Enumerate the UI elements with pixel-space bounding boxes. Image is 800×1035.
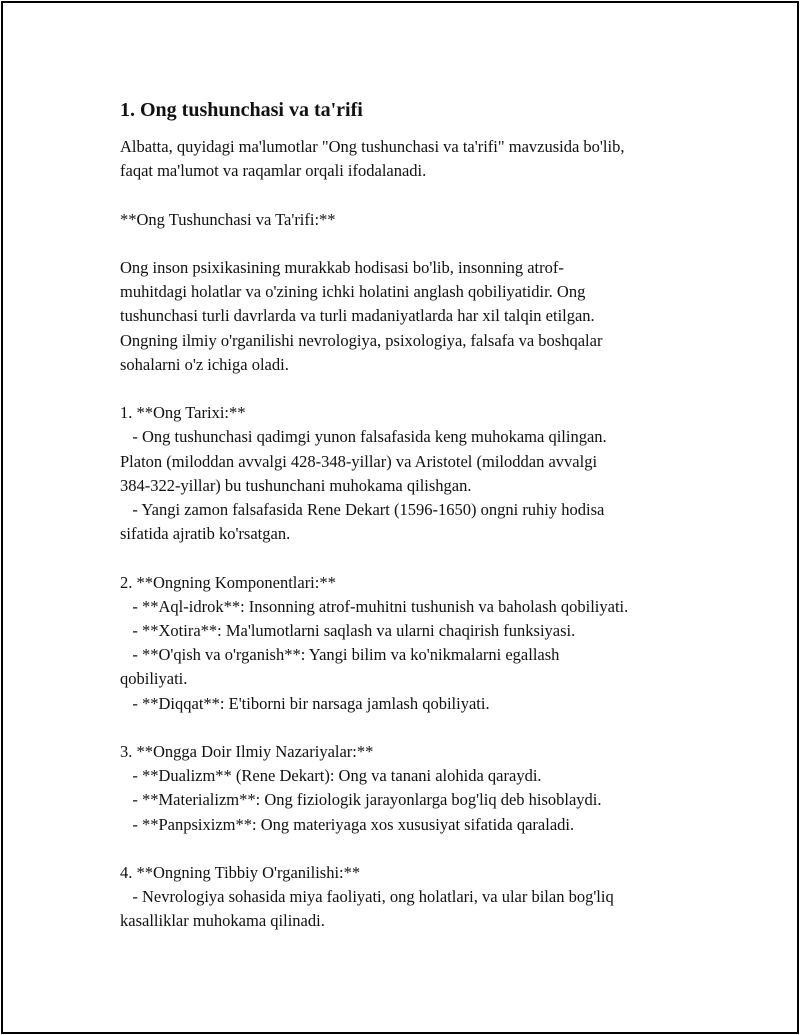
section-ilmiy-nazariyalar (120, 740, 720, 837)
list-heading: 3. **Ongga Doir Ilmiy Nazariyalar:** (120, 742, 374, 761)
spacer (120, 232, 720, 256)
list-heading: 4. **Ongning Tibbiy O'rganilishi:** (120, 863, 361, 882)
spacer (120, 183, 720, 207)
list-item: - **Dualizm** (Rene Dekart): Ong va tanani alohida qaraydi. (120, 766, 542, 786)
document-page (1, 1, 799, 1034)
list-item: - **Aql-idrok**: Insonning atrof-muhitni tushunish va baholash qobiliyati. (120, 596, 629, 616)
list-item: - **O'qish va o'rganish**: Yangi bilim va ko'nikmalarni egallash (120, 645, 560, 665)
spacer (120, 837, 720, 861)
text-line: 384-322-yillar) bu tushunchani muhokama qilishgan. (120, 475, 472, 495)
section-ongning-komponentlari (120, 571, 720, 716)
list-item: - **Xotira**: Ma'lumotlarni saqlash va ularni chaqirish funksiyasi. (120, 621, 576, 640)
spacer (120, 377, 720, 401)
text-line: kasalliklar muhokama qilinadi. (120, 911, 325, 931)
text-line: Ongning ilmiy o'rganilishi nevrologiya, psixologiya, falsafa va boshqalar (120, 330, 603, 350)
list-item: - Yangi zamon falsafasida Rene Dekart (1596-1650) ongni ruhiy hodisa (120, 500, 605, 519)
text-line: Ong inson psixikasining murakkab hodisasi bo'lib, insonning atrof- (120, 257, 564, 277)
text-line: tushunchasi turli davrlarda va turli madaniyatlarda har xil talqin etilgan. (120, 306, 595, 326)
intro-paragraph (120, 135, 720, 183)
spacer (120, 716, 720, 740)
section-ong-tarixi (120, 401, 720, 546)
list-item: - **Materializm**: Ong fiziologik jarayonlarga bog'liq deb hisoblaydi. (120, 790, 602, 810)
definition-paragraph (120, 256, 720, 377)
text-line: Albatta, quyidagi ma'lumotlar "Ong tushunchasi va ta'rifi" mavzusida bo'lib, (120, 137, 625, 156)
text-line: Platon (miloddan avvalgi 428-348-yillar) va Aristotel (miloddan avvalgi (120, 451, 598, 471)
list-item: - Nevrologiya sohasida miya faoliyati, ong holatlari, va ular bilan bog'liq (120, 887, 614, 907)
list-item: - **Diqqat**: E'tiborni bir narsaga jamlash qobiliyati. (120, 693, 490, 713)
section-tibbiy-organilishi (120, 861, 720, 934)
text-line: sohalarni o'z ichiga oladi. (120, 354, 289, 374)
list-heading: 1. **Ong Tarixi:** (120, 403, 246, 423)
text-line: muhitdagi holatlar va o'zining ichki holatini anglash qobiliyatidir. Ong (120, 282, 586, 302)
spacer (120, 546, 720, 570)
page-title: 1. Ong tushunchasi va ta'rifi (120, 99, 363, 121)
document-body (120, 97, 720, 934)
list-item: - **Panpsixizm**: Ong materiyaga xos xususiyat sifatida qaraladi. (120, 814, 575, 834)
section-heading: **Ong Tushunchasi va Ta'rifi:** (120, 209, 336, 229)
list-heading: 2. **Ongning Komponentlari:** (120, 572, 336, 592)
text-line: sifatida ajratib ko'rsatgan. (120, 524, 291, 544)
text-line: faqat ma'lumot va raqamlar orqali ifodalanadi. (120, 161, 427, 181)
list-item: - Ong tushunchasi qadimgi yunon falsafasida keng muhokama qilingan. (120, 427, 607, 447)
text-line: qobiliyati. (120, 669, 188, 689)
